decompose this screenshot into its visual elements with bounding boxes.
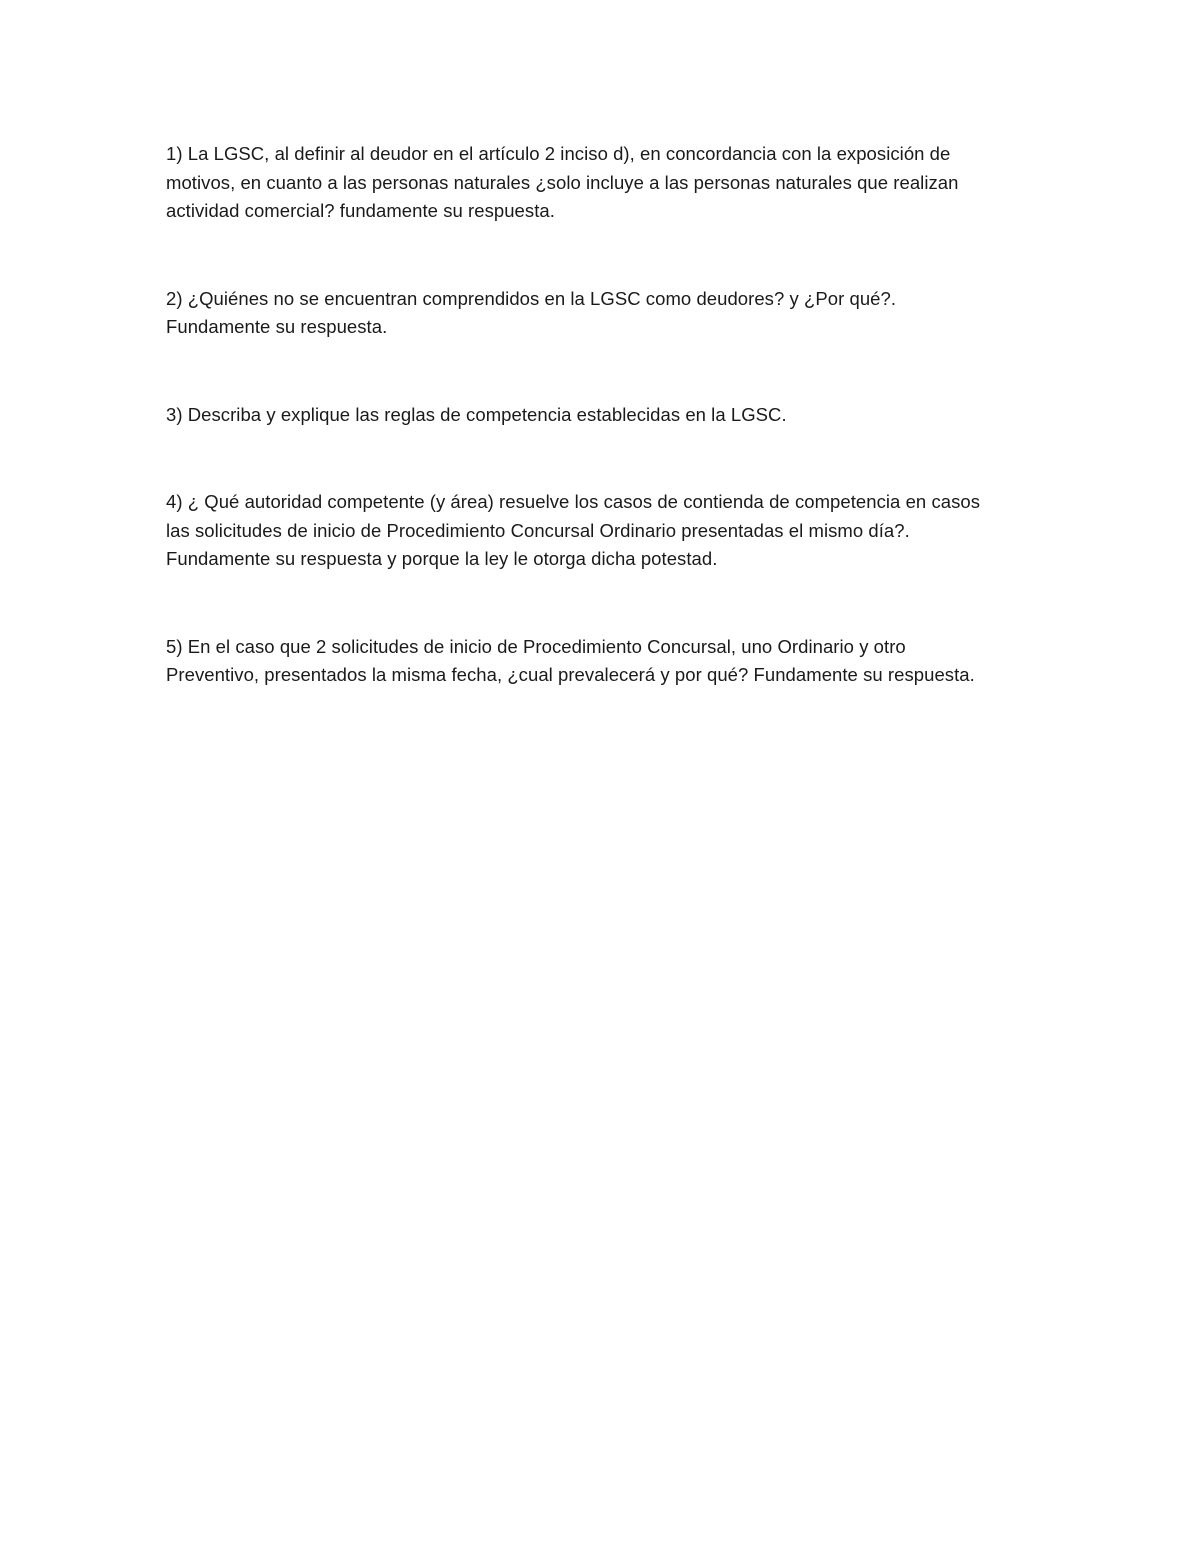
question-5 [166, 633, 1046, 690]
question-4 [166, 488, 1046, 574]
question-3 [166, 401, 1046, 430]
question-1-line-1: 1) La LGSC, al definir al deudor en el artículo 2 inciso d), en concordancia con la exposición de [166, 143, 951, 164]
question-5-line-1: 5) En el caso que 2 solicitudes de inicio de Procedimiento Concursal, uno Ordinario y otro [166, 635, 906, 657]
question-5-line-2: Preventivo, presentados la misma fecha, ¿cual prevalecerá y por qué? Fundamente su respuesta. [166, 664, 975, 685]
question-3-line-1: 3) Describa y explique las reglas de competencia establecidas en la LGSC. [166, 403, 787, 425]
question-2-line-2: Fundamente su respuesta. [166, 316, 388, 337]
question-1-line-2: motivos, en cuanto a las personas naturales ¿solo incluye a las personas naturales que realizan [166, 171, 959, 193]
question-2 [166, 285, 1046, 342]
question-2-line-1: 2) ¿Quiénes no se encuentran comprendidos en la LGSC como deudores? y ¿Por qué?. [166, 287, 897, 309]
question-4-line-1: 4) ¿ Qué autoridad competente (y área) resuelve los casos de contienda de competencia en casos [166, 491, 981, 512]
question-1-line-3: actividad comercial? fundamente su respuesta. [166, 200, 555, 221]
question-4-line-2: las solicitudes de inicio de Procedimiento Concursal Ordinario presentadas el mismo día?. [166, 519, 910, 541]
question-4-line-3: Fundamente su respuesta y porque la ley le otorga dicha potestad. [166, 548, 718, 569]
question-list [166, 140, 1046, 690]
question-1 [166, 140, 1046, 226]
